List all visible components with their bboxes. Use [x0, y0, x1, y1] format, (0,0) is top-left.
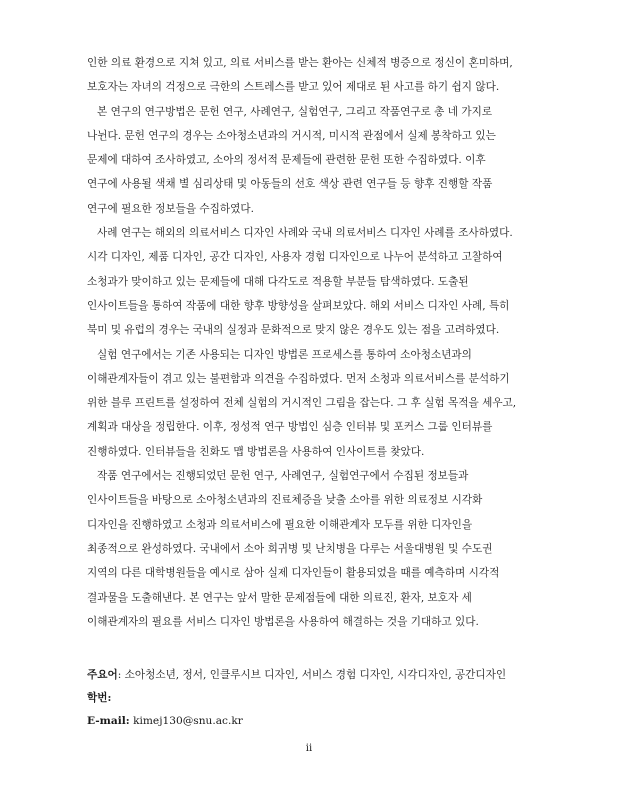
body-line: 본 연구의 연구방법은 문헌 연구, 사례연구, 실험연구, 그리고 작품연구로 총 네 가지로: [97, 105, 493, 118]
body-line: 지역의 다른 대학병원들을 예시로 삼아 실제 디자인들이 활용되었을 때를 예측하며 시각적: [87, 567, 500, 580]
keyword-section: [87, 664, 537, 733]
body-line: 위한 블루 프린트를 설정하여 전체 실험의 거시적인 그림을 잡는다. 그 후 실험 목적을 세우고,: [87, 397, 517, 410]
body-line: 최종적으로 완성하였다. 국내에서 소아 희귀병 및 난치병을 다루는 서울대병원 및 수도권: [87, 542, 493, 555]
body-line: 인사이트들을 통하여 작품에 대한 향후 방향성을 살펴보았다. 해외 서비스 디자인 사례, 특히: [87, 299, 510, 312]
body-line: 나뉜다. 문헌 연구의 경우는 소아청소년과의 거시적, 미시적 관점에서 실제 봉착하고 있는: [87, 129, 496, 142]
keywords-label: 주요어: [87, 669, 118, 681]
student-id-label: 학번:: [87, 692, 112, 704]
body-line: 연구에 사용될 색채 별 심리상태 및 아동들의 선호 색상 관련 연구들 등 향후 진행할 작품: [87, 178, 493, 191]
body-line: 연구에 필요한 정보들을 수집하였다.: [87, 202, 254, 215]
body-line: 사례 연구는 해외의 의료서비스 디자인 사례와 국내 의료서비스 디자인 사례를 조사하였다.: [97, 227, 513, 240]
body-line: 이해관계자들이 겪고 있는 불편함과 의견을 수집하였다. 먼저 소청과 의료서비스를 분석하기: [87, 372, 510, 385]
email-row: [87, 710, 537, 733]
body-line: 결과물을 도출해낸다. 본 연구는 앞서 말한 문제점들에 대한 의료진, 환자, 보호자 세: [87, 591, 472, 604]
email-label: E-mail:: [87, 715, 130, 727]
student-id-row: [87, 687, 537, 710]
body-line: 계획과 대상을 정립한다. 이후, 정성적 연구 방법인 심층 인터뷰 및 포커스 그룹 인터뷰를: [87, 421, 493, 434]
body-line: 이해관계자의 필요를 서비스 디자인 방법론을 사용하여 해결하는 것을 기대하고 있다.: [87, 615, 479, 628]
abstract-body: [87, 51, 537, 634]
body-line: 시각 디자인, 제품 디자인, 공간 디자인, 사용자 경험 디자인으로 나누어 분석하고 고찰하여: [87, 251, 503, 264]
body-line: 인사이트들을 바탕으로 소아청소년과의 진료체증을 낮출 소아를 위한 의료정보 시각화: [87, 494, 483, 507]
email-value: kimej130@snu.ac.kr: [129, 715, 243, 727]
body-line: 문제에 대하여 조사하였고, 소아의 정서적 문제들에 관련한 문헌 또한 수집하였다. 이후: [87, 154, 486, 167]
keywords-row: [87, 664, 537, 687]
body-line: 북미 및 유럽의 경우는 국내의 실정과 문화적으로 맞지 않은 경우도 있는 점을 고려하였다.: [87, 324, 500, 337]
body-line: 작품 연구에서는 진행되었던 문헌 연구, 사례연구, 실험연구에서 수집된 정보들과: [97, 470, 469, 483]
body-line: 실험 연구에서는 기존 사용되는 디자인 방법론 프로세스를 통하여 소아청소년과의: [97, 348, 472, 361]
body-line: 디자인을 진행하였고 소청과 의료서비스에 필요한 이해관계자 모두를 위한 디자인을: [87, 518, 473, 531]
body-line: 보호자는 자녀의 걱정으로 극한의 스트레스를 받고 있어 제대로 된 사고를 하기 쉽지 않다.: [87, 81, 500, 94]
page-number: ii: [305, 743, 313, 754]
body-line: 진행하였다. 인터뷰들을 친화도 맵 방법론을 사용하여 인사이트를 찾았다.: [87, 445, 425, 458]
body-line: 인한 의료 환경으로 지쳐 있고, 의료 서비스를 받는 환아는 신체적 병증으로 정신이 혼미하며,: [87, 57, 513, 69]
body-line: 소청과가 맞이하고 있는 문제들에 대해 다각도로 적용할 부분들 탐색하였다. 도출된: [87, 275, 469, 288]
keywords-value: : 소아청소년, 정서, 인클루시브 디자인, 서비스 경험 디자인, 시각디자인, 공간디자인: [117, 669, 507, 681]
